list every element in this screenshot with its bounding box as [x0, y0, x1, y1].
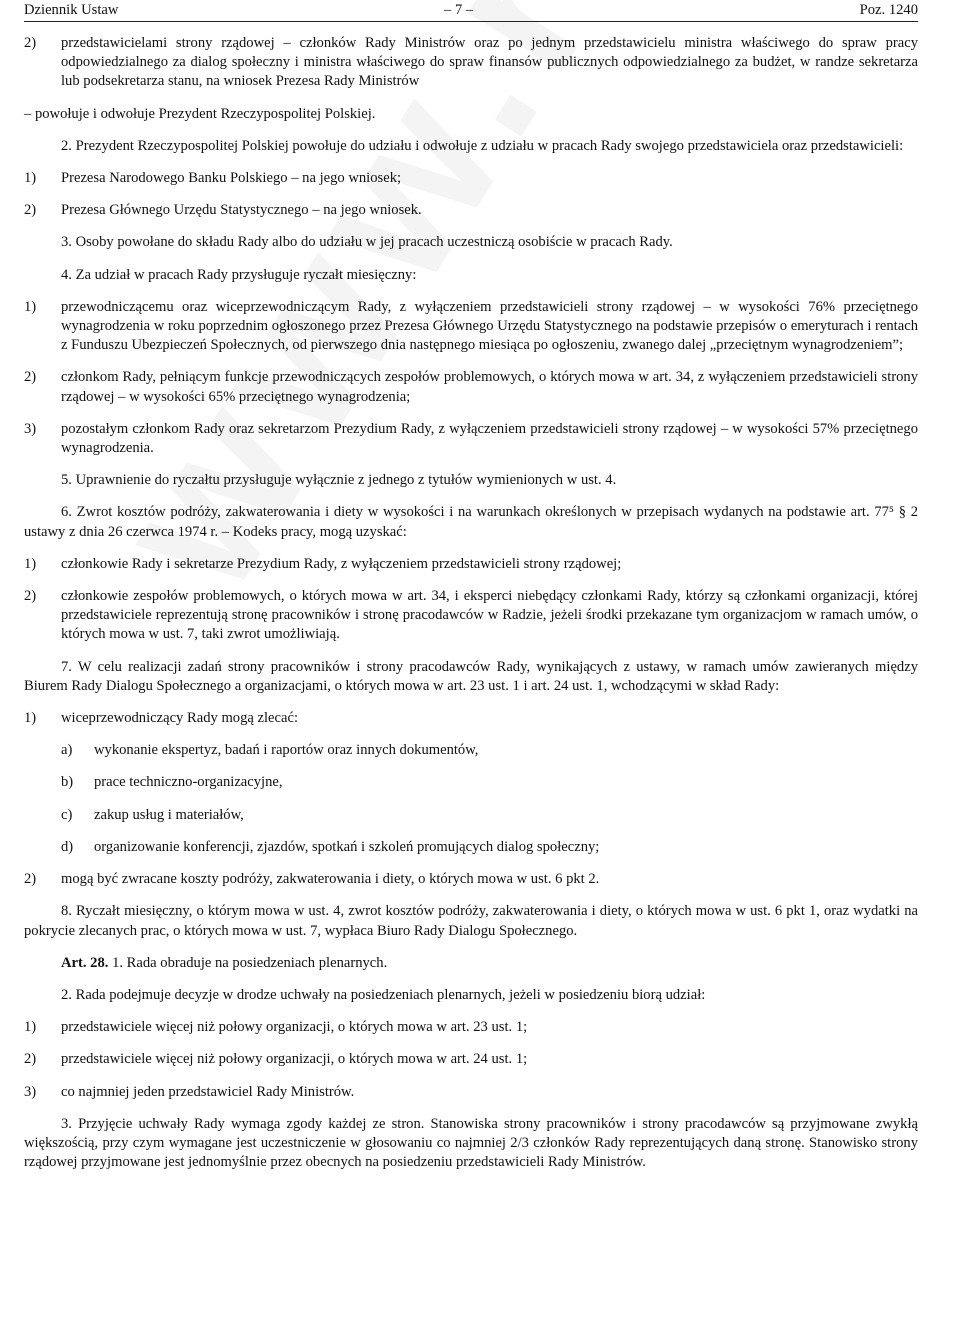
- list-marker: 1): [24, 710, 37, 727]
- page: [24, 0, 918, 1172]
- paragraph: [24, 368, 918, 406]
- paragraph: [24, 137, 918, 156]
- article-number: Art. 28.: [61, 954, 109, 971]
- paragraph: [24, 233, 918, 252]
- paragraph-text: członkowie Rady i sekretarze Prezydium Rady, z wyłączeniem przedstawicieli strony rządowej;: [61, 555, 622, 572]
- list-marker: 3): [24, 1083, 37, 1100]
- paragraph-text: 8. Ryczałt miesięczny, o którym mowa w ust. 4, zwrot kosztów podróży, zakwaterowania i diety, o których mowa w ust. 6 pkt 1, oraz wydatki na pokrycie zlecanych prac, o których mowa w ust. 7, wypłaca Biuro Rady Dialogu Społecznego.: [24, 903, 918, 939]
- paragraph-text: przewodniczącemu oraz wiceprzewodniczącym Rady, z wyłączeniem przedstawicieli strony rządowej – w wysokości 76% przeciętnego wynagrodzenia w roku poprzednim ogłoszonego przez Prezesa Głównego Urzędu Statystycznego na podstawie przepisów o emeryturach i rentach z Funduszu Ubezpieczeń Społecznych, od pierwszego dnia następnego miesiąca po ogłoszeniu, zwanego dalej „przeciętnym wynagrodzeniem”;: [61, 298, 918, 354]
- paragraph: [24, 870, 918, 889]
- paragraph-text: Prezesa Głównego Urzędu Statystycznego – na jego wniosek.: [61, 202, 422, 219]
- list-marker: 2): [24, 1051, 37, 1068]
- page-number: – 7 –: [444, 2, 474, 18]
- paragraph: [24, 838, 918, 857]
- paragraph: [24, 902, 918, 940]
- paragraph-text: 6. Zwrot kosztów podróży, zakwaterowania i diety w wysokości i na warunkach określonych w przepisach wydanych na podstawie art. 77⁵ § 2 ustawy z dnia 26 czerwca 1974 r. – Kodeks pracy, mogą uzyskać:: [24, 504, 918, 540]
- position-number: Poz. 1240: [859, 2, 918, 18]
- document-body: [24, 34, 918, 1172]
- list-marker: 1): [24, 555, 37, 572]
- paragraph-text: mogą być zwracane koszty podróży, zakwaterowania i diety, o których mowa w ust. 6 pkt 2.: [61, 871, 600, 888]
- paragraph: [24, 471, 918, 490]
- list-marker: 2): [24, 369, 37, 386]
- paragraph-text: przedstawiciele więcej niż połowy organizacji, o których mowa w art. 24 ust. 1;: [61, 1051, 528, 1068]
- paragraph: [24, 1083, 918, 1102]
- paragraph: [24, 298, 918, 356]
- paragraph-text: 1. Rada obraduje na posiedzeniach plenarnych.: [108, 954, 388, 971]
- paragraph-text: członkowie zespołów problemowych, o których mowa w art. 34, i eksperci niebędący członkami Rady, którzy są członkami organizacji, której przedstawiciele reprezentują stronę pracowników i stronę pracodawców w Radzie, jeżeli środki przekazane tym organizacjom w ramach umów, o których mowa w ust. 7, taki zwrot umożliwiają.: [61, 588, 918, 643]
- list-marker: 1): [24, 170, 37, 187]
- paragraph: [24, 658, 918, 696]
- paragraph: [24, 1018, 918, 1037]
- paragraph-text: 5. Uprawnienie do ryczałtu przysługuje wyłącznie z jednego z tytułów wymienionych w ust. 4.: [61, 472, 617, 489]
- paragraph: [24, 806, 918, 825]
- paragraph: [24, 105, 918, 124]
- paragraph: [24, 266, 918, 285]
- paragraph: [24, 169, 918, 188]
- paragraph-text: 2. Rada podejmuje decyzje w drodze uchwały na posiedzeniach plenarnych, jeżeli w posiedzeniu biorą udział:: [61, 986, 706, 1003]
- paragraph-text: wykonanie ekspertyz, badań i raportów oraz innych dokumentów,: [94, 742, 479, 759]
- list-marker: 2): [24, 871, 37, 888]
- paragraph-text: członkom Rady, pełniącym funkcje przewodniczących zespołów problemowych, o których mowa w art. 34, z wyłączeniem przedstawicieli strony rządowej – w wysokości 65% przeciętnego wynagrodzenia;: [61, 369, 918, 405]
- list-marker: 1): [24, 298, 37, 315]
- paragraph: [24, 587, 918, 645]
- paragraph: [24, 1050, 918, 1069]
- paragraph-text: pozostałym członkom Rady oraz sekretarzom Prezydium Rady, z wyłączeniem przedstawicieli strony rządowej – w wysokości 57% przeciętnego wynagrodzenia.: [61, 420, 918, 457]
- paragraph: [24, 34, 918, 92]
- paragraph-text: 7. W celu realizacji zadań strony pracowników i strony pracodawców Rady, wynikających z ustawy, w ramach umów zawieranych między Biurem Rady Dialogu Społecznego a organizacjami, o których mowa w art. 23 ust. 1 i art. 24 ust. 1, wchodzącymi w skład Rady:: [24, 658, 918, 694]
- paragraph: [24, 773, 918, 792]
- paragraph-text: organizowanie konferencji, zjazdów, spotkań i szkoleń promujących dialog społeczny;: [94, 838, 600, 855]
- paragraph: [24, 555, 918, 574]
- paragraph-text: co najmniej jeden przedstawiciel Rady Ministrów.: [61, 1083, 355, 1100]
- paragraph-text: prace techniczno-organizacyjne,: [94, 774, 283, 791]
- paragraph-text: 3. Osoby powołane do składu Rady albo do udziału w jej pracach uczestniczą osobiście w pracach Rady.: [61, 234, 673, 251]
- list-marker: 2): [24, 35, 37, 51]
- list-marker: b): [61, 774, 74, 791]
- journal-title: Dziennik Ustaw: [24, 2, 119, 18]
- paragraph-text: wiceprzewodniczący Rady mogą zlecać:: [61, 710, 299, 727]
- paragraph-text: 3. Przyjęcie uchwały Rady wymaga zgody każdej ze stron. Stanowiska strony pracowników i strony pracodawców są przyjmowane zwykłą większością, przy czym wymagane jest uczestniczenie w głosowaniu co najmniej 2/3 członków Rady reprezentujących daną stronę. Stanowisko strony rządowej przyjmowane jest jednomyślnie przez obecnych na posiedzeniu przedstawicieli Rady Ministrów.: [24, 1115, 918, 1171]
- paragraph: [24, 503, 918, 541]
- list-marker: 2): [24, 588, 37, 605]
- list-marker: c): [61, 806, 73, 823]
- list-marker: d): [61, 838, 74, 855]
- list-marker: 1): [24, 1019, 37, 1036]
- paragraph-text: – powołuje i odwołuje Prezydent Rzeczypospolitej Polskiej.: [24, 105, 376, 122]
- paragraph-text: 2. Prezydent Rzeczypospolitej Polskiej powołuje do udziału i odwołuje z udziału w pracach Rady swojego przedstawiciela oraz przedstawicieli:: [61, 137, 904, 154]
- list-marker: a): [61, 742, 73, 759]
- paragraph: [24, 986, 918, 1005]
- paragraph: [24, 201, 918, 220]
- list-marker: 3): [24, 420, 37, 437]
- paragraph: [24, 709, 918, 728]
- paragraph: [24, 1115, 918, 1173]
- paragraph-text: przedstawiciele więcej niż połowy organizacji, o których mowa w art. 23 ust. 1;: [61, 1019, 528, 1036]
- paragraph-text: Prezesa Narodowego Banku Polskiego – na jego wniosek;: [61, 170, 402, 187]
- paragraph-text: 4. Za udział w pracach Rady przysługuje ryczałt miesięczny:: [61, 266, 417, 283]
- paragraph: [24, 741, 918, 760]
- paragraph: [24, 420, 918, 458]
- page-header: [24, 0, 918, 22]
- paragraph-text: przedstawicielami strony rządowej – członków Rady Ministrów oraz po jednym przedstawicielu ministra właściwego do spraw pracy odpowiedzialnego za dialog społeczny i ministra właściwego do spraw finansów publicznych odpowiedzialnego za budżet, w randze sekretarza lub podsekretarza stanu, na wniosek Prezesa Rady Ministrów: [61, 35, 918, 90]
- list-marker: 2): [24, 202, 37, 219]
- paragraph-text: zakup usług i materiałów,: [94, 806, 244, 823]
- paragraph: [24, 954, 918, 973]
